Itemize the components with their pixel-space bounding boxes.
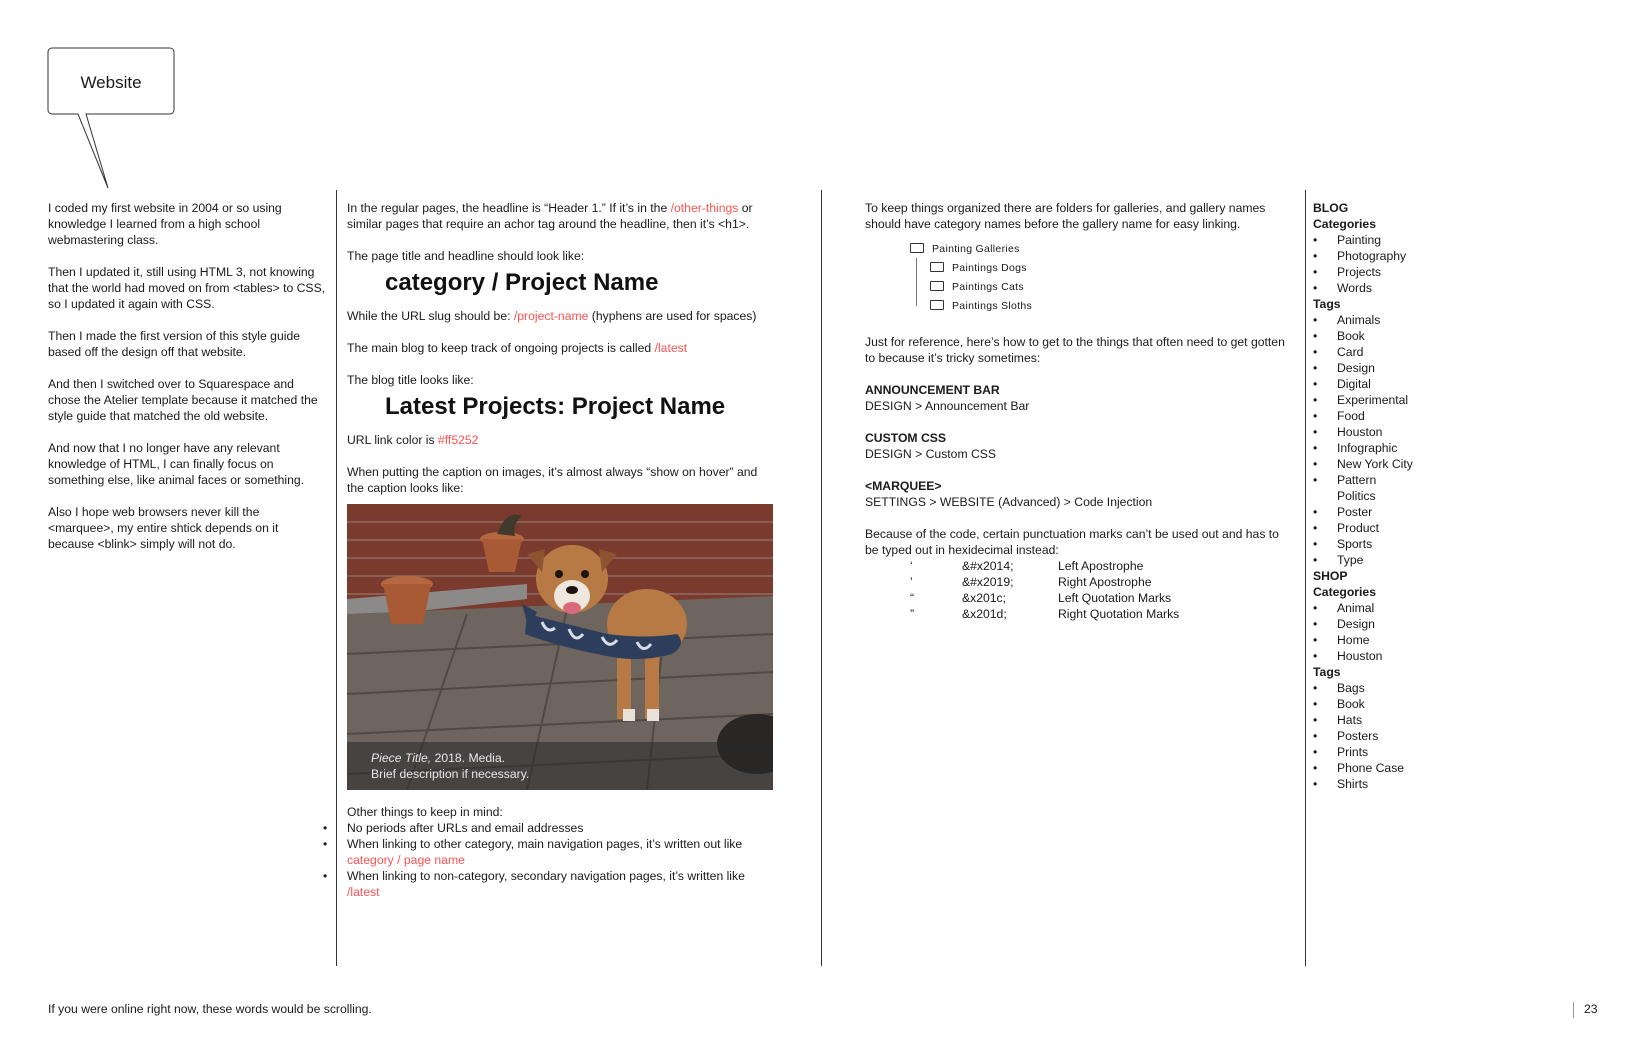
shop-heading: SHOP	[1313, 569, 1348, 583]
folder-item	[910, 278, 1285, 297]
intro-paragraph: Then I made the first version of this style guide based off the design off that website.	[48, 329, 300, 359]
site-structure-column	[1313, 200, 1473, 792]
entity-code: &x201c;	[962, 591, 1007, 605]
list-item-label: Book	[1337, 697, 1365, 711]
entity-code: &#x2019;	[962, 575, 1014, 589]
bullet-dot: •	[1313, 697, 1318, 711]
list-item-label: Product	[1337, 521, 1380, 535]
bullet-dot: •	[323, 837, 328, 851]
punctuation-paragraph: Because of the code, certain punctuation marks can’t be used out and has to be typed out in hexidecimal instead:	[865, 527, 1279, 557]
intro-paragraph: I coded my first website in 2004 or so using knowledge I learned from a high school webmastering class.	[48, 201, 282, 247]
list-item-label: Words	[1337, 281, 1372, 295]
list-item[interactable]	[1313, 600, 1473, 616]
bullet-dot: •	[1313, 473, 1318, 487]
bullet-dot: •	[1313, 377, 1318, 391]
list-item[interactable]	[1313, 456, 1473, 472]
blog-tags-heading: Tags	[1313, 297, 1341, 311]
footer-note: If you were online right now, these words would be scrolling.	[48, 1002, 372, 1016]
caption-meta: 2018. Media.	[431, 751, 506, 765]
list-item-label: Posters	[1337, 729, 1379, 743]
column-divider	[821, 190, 822, 966]
entity-glyph: ’	[910, 575, 913, 589]
list-item[interactable]	[1313, 488, 1473, 504]
speech-bubble	[48, 48, 174, 118]
nav-entry	[865, 382, 1285, 414]
folders-paragraph: To keep things organized there are folders for galleries, and gallery names should have category names before the gallery name for easy linking.	[865, 201, 1266, 231]
list-item-label: Book	[1337, 329, 1365, 343]
list-item[interactable]	[1313, 680, 1473, 696]
entity-row	[910, 606, 1285, 622]
folder-label: Paintings Sloths	[952, 300, 1033, 312]
entity-glyph: “	[910, 591, 915, 605]
list-item-label: New York City	[1337, 457, 1413, 471]
list-item-label: Type	[1337, 553, 1364, 567]
headline-guide-column	[323, 200, 777, 900]
list-item[interactable]	[1313, 616, 1473, 632]
entity-code: &x201d;	[962, 607, 1007, 621]
nav-heading: ANNOUNCEMENT BAR	[865, 383, 1000, 397]
list-item-label: Card	[1337, 345, 1364, 359]
shop-categories-list	[1313, 600, 1473, 664]
bullet-dot: •	[1313, 457, 1318, 471]
list-item[interactable]	[1313, 440, 1473, 456]
shop-tags-heading: Tags	[1313, 665, 1341, 679]
list-item-text: When linking to non-category, secondary navigation pages, it’s written like	[347, 869, 745, 883]
list-item-label: Shirts	[1337, 777, 1369, 791]
list-item[interactable]	[1313, 728, 1473, 744]
project-name-link[interactable]: /project-name	[513, 309, 589, 323]
category-page-link[interactable]: category / page name	[347, 853, 465, 867]
bullet-dot: •	[1313, 409, 1318, 423]
shop-categories-heading: Categories	[1313, 585, 1376, 599]
list-item-label: Experimental	[1337, 393, 1409, 407]
nav-path: SETTINGS > WEBSITE (Advanced) > Code Injection	[865, 495, 1153, 509]
reference-paragraph: Just for reference, here’s how to get to the things that often need to get gotten to because it’s tricky sometimes:	[865, 335, 1285, 365]
entity-name: Left Apostrophe	[1058, 559, 1144, 573]
folder-item	[910, 297, 1285, 316]
entity-row	[910, 590, 1285, 606]
column-divider	[1305, 190, 1306, 966]
intro-column	[48, 200, 326, 568]
intro-paragraph: And then I switched over to Squarespace and chose the Atelier template because it matched the style guide that matched the old website.	[48, 377, 318, 423]
bullet-dot: •	[1313, 313, 1318, 327]
blog-categories-heading: Categories	[1313, 217, 1376, 231]
list-item-text: When linking to other category, main navigation pages, it’s written out like	[347, 837, 743, 851]
list-item-label: Painting	[1337, 233, 1382, 247]
bullet-dot: •	[1313, 633, 1318, 647]
list-item[interactable]	[1313, 360, 1473, 376]
caption-line	[371, 750, 505, 766]
blog-heading: BLOG	[1313, 201, 1349, 215]
reminders-list	[323, 820, 777, 900]
list-item-label: Hats	[1337, 713, 1363, 727]
list-item-label: Houston	[1337, 649, 1383, 663]
list-item-text: No periods after URLs and email addresses	[347, 821, 584, 835]
nav-path: DESIGN > Announcement Bar	[865, 399, 1030, 413]
intro-paragraph: And now that I no longer have any relevant knowledge of HTML, I can finally focus on something else, like animal faces or something.	[48, 441, 305, 487]
bullet-dot: •	[1313, 617, 1318, 631]
bullet-dot: •	[1313, 249, 1318, 263]
blog-title-intro: The blog title looks like:	[347, 373, 474, 387]
list-item[interactable]	[1313, 280, 1473, 296]
list-item-label: Digital	[1337, 377, 1371, 391]
entity-row	[910, 574, 1285, 590]
nav-heading: CUSTOM CSS	[865, 431, 947, 445]
bullet-dot: •	[1313, 649, 1318, 663]
bullet-dot: •	[1313, 745, 1318, 759]
folder-label: Painting Galleries	[932, 243, 1020, 255]
speech-bubble-outline	[48, 48, 174, 188]
caption-description: Brief description if necessary.	[371, 767, 530, 781]
bullet-dot: •	[323, 821, 328, 835]
list-item[interactable]	[1313, 536, 1473, 552]
list-item-label: Animals	[1337, 313, 1381, 327]
list-item[interactable]	[1313, 248, 1473, 264]
bullet-dot: •	[1313, 729, 1318, 743]
squarespace-tips-column	[865, 200, 1285, 622]
list-item-label: Phone Case	[1337, 761, 1405, 775]
blog-tags-list	[1313, 312, 1473, 568]
nav-path: DESIGN > Custom CSS	[865, 447, 997, 461]
link-color-text: URL link color is	[347, 433, 438, 447]
list-item[interactable]	[1313, 776, 1473, 792]
slug-paragraph	[347, 308, 777, 324]
folder-root	[910, 240, 1285, 259]
intro-paragraph: Also I hope web browsers never kill the <marquee>, my entire shtick depends on it because <blink> simply will not do.	[48, 505, 279, 551]
latest-link[interactable]: /latest	[654, 341, 688, 355]
slug-text: While the URL slug should be:	[347, 309, 514, 323]
shop-tags-list	[1313, 680, 1473, 792]
bullet-dot: •	[1313, 361, 1318, 375]
bubble-label: Website	[80, 73, 142, 92]
list-item[interactable]	[1313, 744, 1473, 760]
list-item-label: Poster	[1337, 505, 1373, 519]
list-item-label: Photography	[1337, 249, 1407, 263]
intro-paragraph: Then I updated it, still using HTML 3, not knowing that the world had moved on from <tables> to CSS, so I updated it again with CSS.	[48, 265, 326, 311]
list-item[interactable]	[1313, 712, 1473, 728]
other-things-heading: Other things to keep in mind:	[347, 805, 503, 819]
blog-categories-list	[1313, 232, 1473, 296]
nav-entry	[865, 478, 1285, 510]
latest-link[interactable]: /latest	[347, 885, 380, 899]
blog-text: The main blog to keep track of ongoing projects is called	[347, 341, 655, 355]
blog-paragraph	[347, 340, 777, 356]
list-item-label: Projects	[1337, 265, 1382, 279]
nav-entry	[865, 430, 1285, 462]
bullet-dot: •	[1313, 537, 1318, 551]
folder-icon	[910, 243, 924, 253]
list-item	[323, 820, 777, 836]
list-item[interactable]	[1313, 232, 1473, 248]
nav-heading: <MARQUEE>	[865, 479, 942, 493]
bullet-dot: •	[1313, 681, 1318, 695]
list-item[interactable]	[1313, 408, 1473, 424]
caption-piece-title: Piece Title,	[371, 751, 432, 765]
bullet-dot: •	[323, 869, 328, 883]
entity-name: Left Quotation Marks	[1058, 591, 1172, 605]
list-item-label: Pattern	[1337, 473, 1377, 487]
list-item[interactable]	[1313, 552, 1473, 568]
list-item-label: Sports	[1337, 537, 1373, 551]
bullet-dot: •	[1313, 777, 1318, 791]
bullet-dot: •	[1313, 265, 1318, 279]
link-color-paragraph	[347, 432, 777, 448]
bullet-dot: •	[1313, 553, 1318, 567]
list-item[interactable]	[1313, 312, 1473, 328]
slug-text-cont: (hyphens are used for spaces)	[588, 309, 757, 323]
entity-row	[910, 558, 1285, 574]
entity-table	[910, 558, 1285, 622]
folder-label: Paintings Dogs	[952, 262, 1027, 274]
bullet-dot: •	[1313, 345, 1318, 359]
entity-name: Right Quotation Marks	[1058, 607, 1180, 621]
bullet-dot: •	[1313, 441, 1318, 455]
bullet-dot: •	[1313, 393, 1318, 407]
bullet-dot: •	[1313, 329, 1318, 343]
list-item-label: Politics	[1337, 489, 1376, 503]
page-number: 23	[1573, 1002, 1598, 1018]
entity-name: Right Apostrophe	[1058, 575, 1152, 589]
bullet-dot: •	[1313, 425, 1318, 439]
folder-icon	[930, 281, 944, 291]
header-text: In the regular pages, the headline is “Header 1.” If it’s in the	[347, 201, 671, 215]
entity-glyph: ”	[910, 607, 915, 621]
list-item[interactable]	[1313, 472, 1473, 488]
bullet-dot: •	[1313, 601, 1318, 615]
list-item-label: Infographic	[1337, 441, 1398, 455]
link-color-value: #ff5252	[437, 433, 479, 447]
list-item[interactable]	[1313, 760, 1473, 776]
bullet-dot: •	[1313, 761, 1318, 775]
entity-glyph: ‘	[910, 559, 913, 573]
list-item-label: Bags	[1337, 681, 1365, 695]
list-item[interactable]	[1313, 424, 1473, 440]
folder-label: Paintings Cats	[952, 281, 1024, 293]
header-text-cont: or similar pages that require an achor tag around the headline, then it’s <h1>.	[347, 201, 753, 231]
list-item[interactable]	[1313, 632, 1473, 648]
list-item[interactable]	[1313, 264, 1473, 280]
folder-item	[910, 259, 1285, 278]
bullet-dot: •	[1313, 521, 1318, 535]
list-item	[323, 868, 777, 900]
title-intro: The page title and headline should look like:	[347, 249, 585, 263]
list-item[interactable]	[1313, 392, 1473, 408]
list-item[interactable]	[1313, 376, 1473, 392]
caption-intro: When putting the caption on images, it’s almost always “show on hover” and the caption looks like:	[347, 465, 758, 495]
list-item[interactable]	[1313, 504, 1473, 520]
folder-tree	[910, 240, 1285, 316]
list-item[interactable]	[1313, 648, 1473, 664]
title-example: category / Project Name	[385, 269, 659, 296]
list-item-label: Food	[1337, 409, 1365, 423]
bullet-dot: •	[1313, 505, 1318, 519]
list-item	[323, 836, 777, 868]
bullet-dot: •	[1313, 281, 1318, 295]
list-item-label: Home	[1337, 633, 1370, 647]
dog-photo	[347, 504, 773, 790]
list-item[interactable]	[1313, 520, 1473, 536]
list-item[interactable]	[1313, 696, 1473, 712]
bullet-dot: •	[1313, 233, 1318, 247]
list-item-label: Design	[1337, 361, 1375, 375]
bullet-dot: •	[1313, 713, 1318, 727]
blog-title-example: Latest Projects: Project Name	[385, 393, 726, 420]
list-item[interactable]	[1313, 328, 1473, 344]
list-item-label: Animal	[1337, 601, 1375, 615]
folder-icon	[930, 300, 944, 310]
list-item-label: Houston	[1337, 425, 1383, 439]
list-item-label: Design	[1337, 617, 1375, 631]
list-item[interactable]	[1313, 344, 1473, 360]
list-item-label: Prints	[1337, 745, 1369, 759]
header-paragraph	[347, 200, 777, 232]
other-things-link[interactable]: /other-things	[670, 201, 739, 215]
entity-code: &#x2014;	[962, 559, 1014, 573]
folder-icon	[930, 262, 944, 272]
